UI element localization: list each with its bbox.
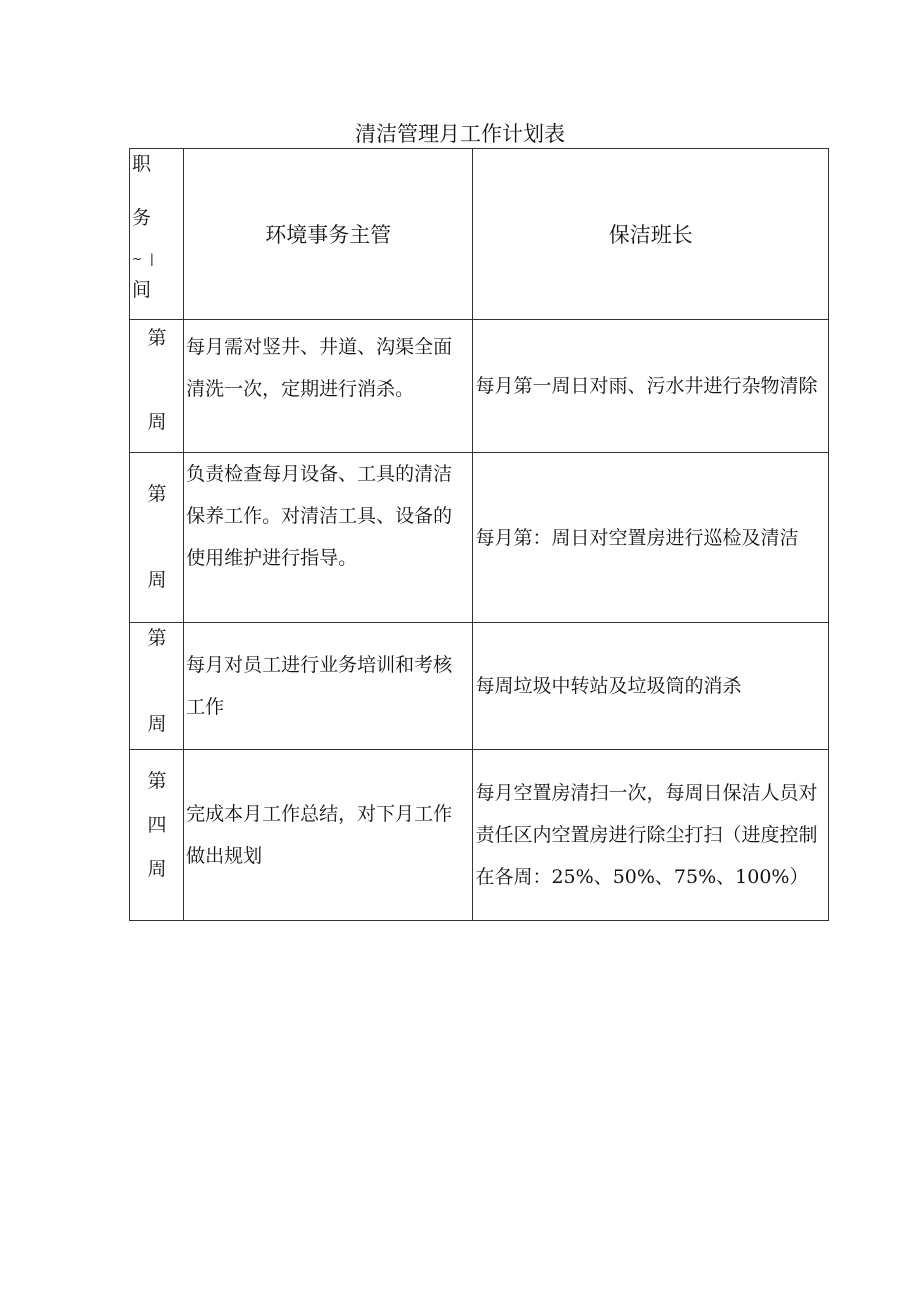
table-row [130, 320, 829, 453]
week-char: 周 [147, 713, 167, 735]
table-row [130, 750, 829, 921]
week-char: 第 [147, 327, 167, 349]
manager-task-cell: 每月需对竖井、井道、沟渠全面清洗一次，定期进行消杀。 [184, 320, 473, 453]
week-char: 第 [147, 627, 167, 649]
leader-task-cell: 每月第一周日对雨、污水井进行杂物清除 [473, 320, 829, 453]
week-cell [130, 750, 184, 921]
week-char: 第 [147, 770, 167, 792]
manager-task-cell: 每月对员工进行业务培训和考核工作 [184, 623, 473, 750]
week-char: 周 [147, 858, 167, 880]
table-row [130, 453, 829, 623]
manager-task-cell: 完成本月工作总结，对下月工作做出规划 [184, 750, 473, 921]
corner-char: 间 [132, 279, 152, 301]
manager-task-cell: 负责检查每月设备、工具的清洁保养工作。对清洁工具、设备的使用维护进行指导。 [184, 453, 473, 623]
week-cell [130, 453, 184, 623]
header-leader: 保洁班长 [473, 149, 829, 320]
table-header-row [130, 149, 829, 320]
table-row [130, 623, 829, 750]
leader-task-cell: 每月第：周日对空置房进行巡检及清洁 [473, 453, 829, 623]
week-char: 第 [147, 483, 167, 505]
header-manager: 环境事务主管 [184, 149, 473, 320]
week-cell [130, 320, 184, 453]
leader-task-cell: 每月空置房清扫一次，每周日保洁人员对责任区内空置房进行除尘打扫（进度控制在各周：25%、50%、75%、100%） [473, 750, 829, 921]
corner-header-cell [130, 149, 184, 320]
week-char: 周 [147, 411, 167, 433]
week-cell [130, 623, 184, 750]
work-plan-table [129, 148, 829, 921]
week-char: 四 [147, 814, 167, 836]
corner-char: 职 [132, 153, 152, 175]
week-char: 周 [147, 569, 167, 591]
corner-char: ~ | [132, 252, 156, 266]
leader-task-cell: 每周垃圾中转站及垃圾筒的消杀 [473, 623, 829, 750]
page-title: 清洁管理月工作计划表 [355, 122, 565, 146]
corner-char: 务 [132, 207, 152, 229]
